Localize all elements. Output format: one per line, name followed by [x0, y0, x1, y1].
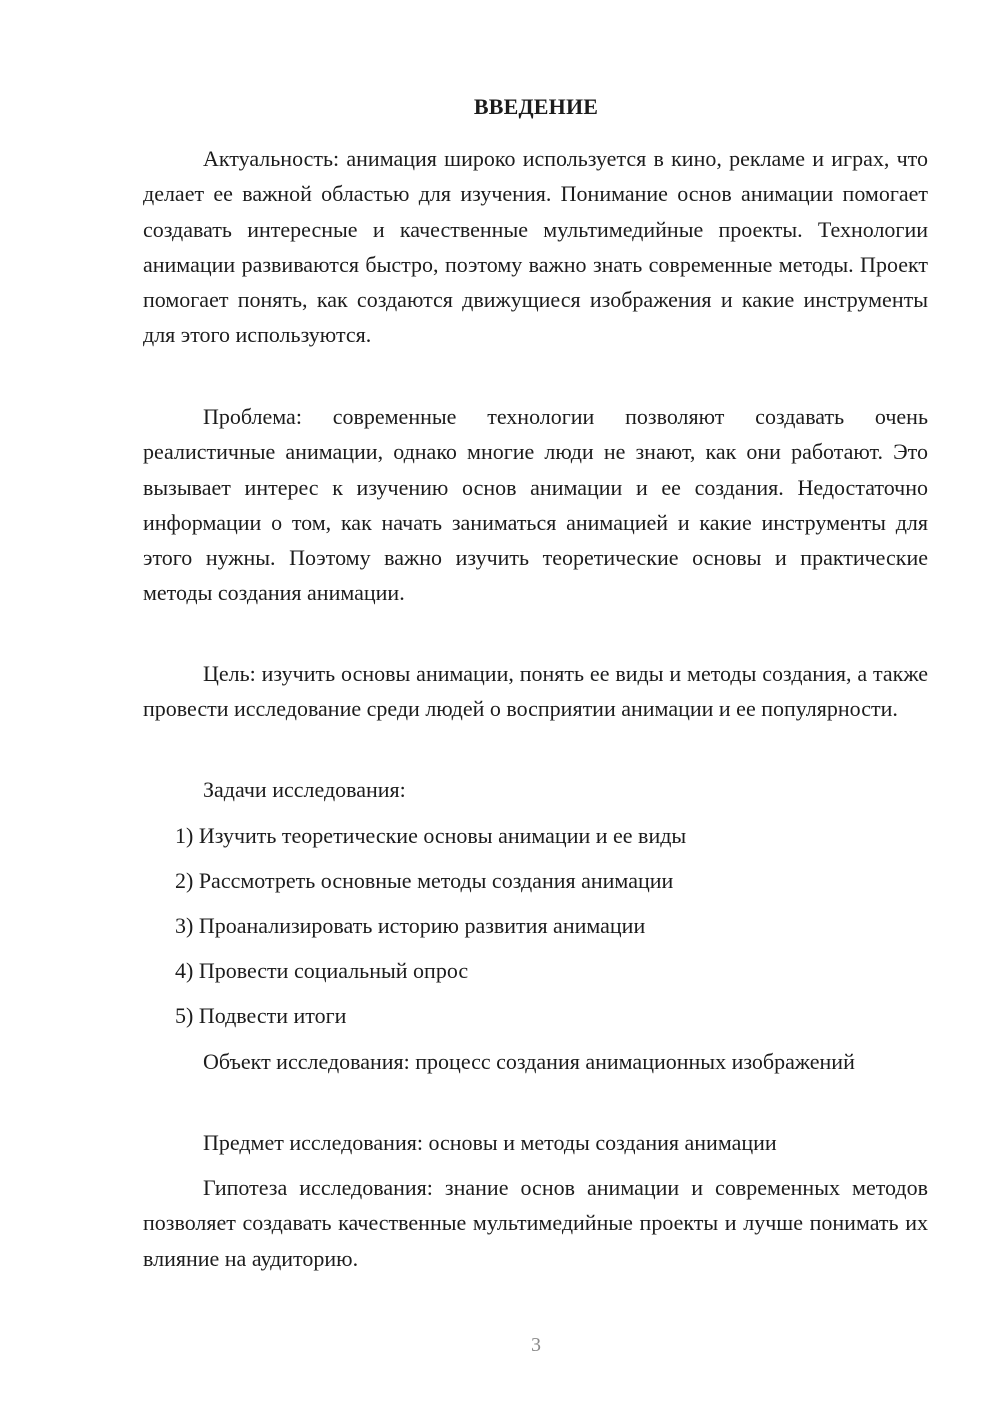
page-title: ВВЕДЕНИЕ: [473, 94, 599, 119]
task-item-2: 2) Рассмотреть основные методы создания анимации: [175, 868, 674, 893]
relevance-paragraph: Актуальность: анимация широко используется в кино, рекламе и играх, что делает ее важной областью для изучения. Понимание основ анимации помогает создавать интересные и качественные мультимедийные проекты. Технологии анимации развиваются быстро, поэтому важно знать современные методы. Проект помогает понять, как создаются движущиеся изображения и какие инструменты для этого используются.: [143, 146, 928, 348]
page-number: 3: [531, 1334, 541, 1356]
goal-paragraph: Цель: изучить основы анимации, понять ее виды и методы создания, а также провести исследование среди людей о восприятии анимации и ее популярности.: [143, 661, 928, 722]
subject-paragraph: Предмет исследования: основы и методы создания анимации: [203, 1130, 777, 1155]
hypothesis-paragraph: Гипотеза исследования: знание основ анимации и современных методов позволяет создавать качественные мультимедийные проекты и лучше понимать их влияние на аудиторию.: [143, 1175, 928, 1271]
tasks-heading: Задачи исследования:: [203, 777, 406, 802]
task-item-4: 4) Провести социальный опрос: [175, 958, 469, 983]
object-paragraph: Объект исследования: процесс создания анимационных изображений: [203, 1049, 855, 1074]
task-item-5: 5) Подвести итоги: [175, 1003, 347, 1028]
problem-paragraph: Проблема: современные технологии позволяют создавать очень реалистичные анимации, однако многие люди не знают, как они работают. Это вызывает интерес к изучению основ анимации и ее создания. Недостаточно информации о том, как начать заниматься анимацией и какие инструменты для этого нужны. Поэтому важно изучить теоретические основы и практические методы создания анимации.: [143, 404, 928, 606]
task-item-3: 3) Проанализировать историю развития анимации: [175, 913, 646, 938]
task-item-1: 1) Изучить теоретические основы анимации и ее виды: [175, 823, 687, 848]
